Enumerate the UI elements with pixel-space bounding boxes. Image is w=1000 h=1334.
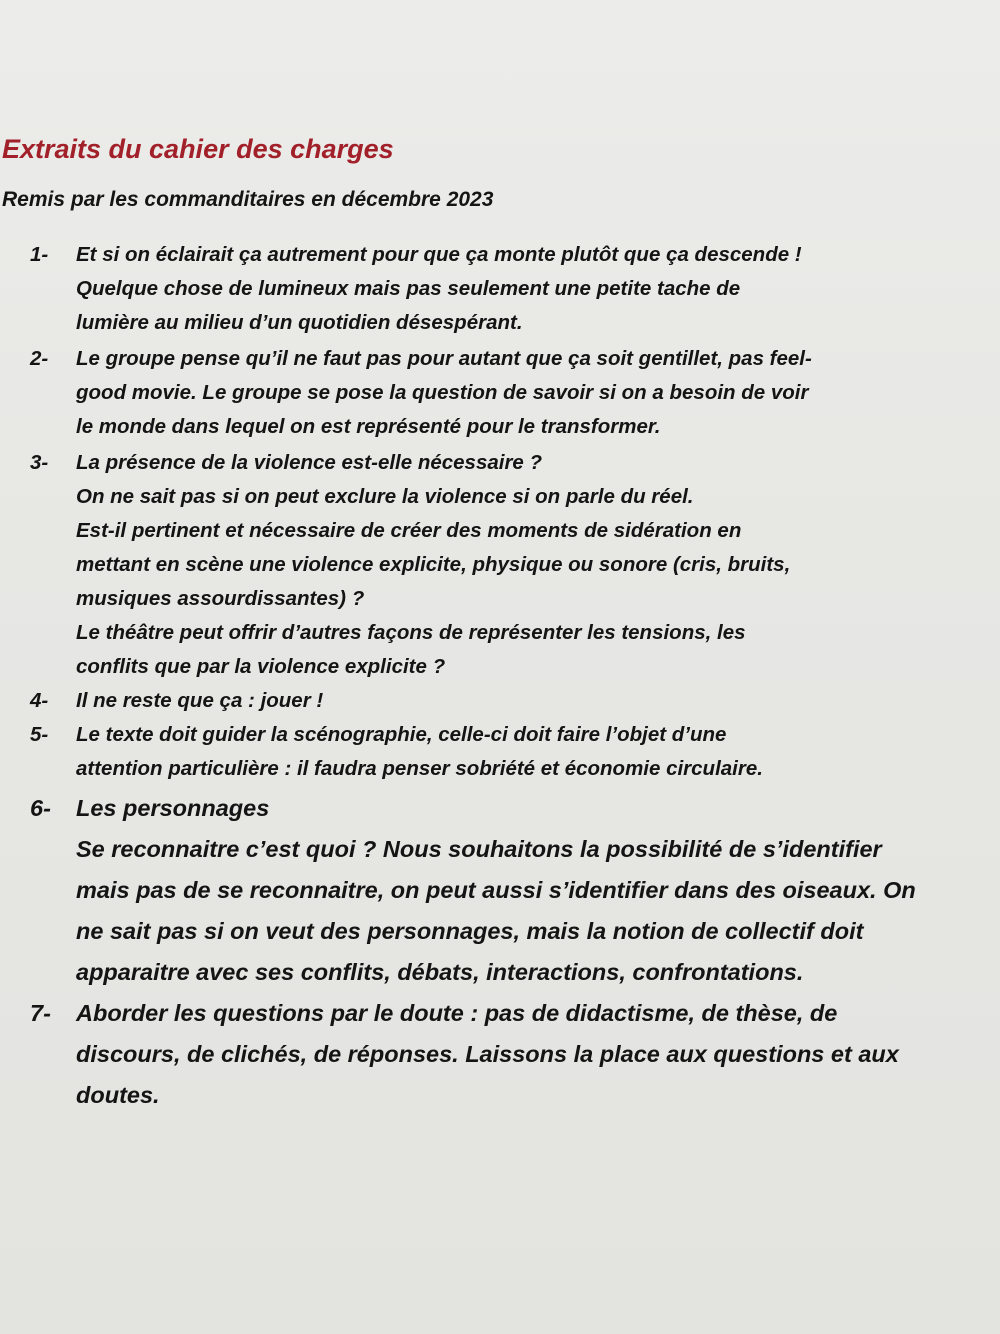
item-number: 1- (30, 243, 49, 266)
list-item (30, 446, 998, 684)
list-item (30, 788, 998, 993)
item-line: Le théâtre peut offrir d’autres façons de représenter les tensions, les (76, 621, 746, 644)
document-subtitle: Remis par les commanditaires en décembre 2023 (2, 188, 494, 211)
item-line: Aborder les questions par le doute : pas de didactisme, de thèse, de (76, 1000, 838, 1026)
item-line: good movie. Le groupe se pose la question de savoir si on a besoin de voir (76, 381, 809, 404)
item-line: Et si on éclairait ça autrement pour que ça monte plutôt que ça descende ! (76, 243, 802, 266)
item-line: Les personnages (76, 795, 270, 821)
item-number: 3- (30, 451, 49, 474)
list-item (30, 684, 998, 718)
item-line: musiques assourdissantes) ? (76, 587, 365, 610)
item-line: ne sait pas si on veut des personnages, mais la notion de collectif doit (76, 918, 864, 944)
item-line: mais pas de se reconnaitre, on peut aussi s’identifier dans des oiseaux. On (76, 877, 916, 903)
item-line: discours, de clichés, de réponses. Laissons la place aux questions et aux (76, 1041, 899, 1067)
item-line: Le texte doit guider la scénographie, celle-ci doit faire l’objet d’une (76, 723, 727, 746)
item-number: 2- (30, 347, 49, 370)
list-item (30, 718, 998, 786)
item-line: Le groupe pense qu’il ne faut pas pour autant que ça soit gentillet, pas feel- (76, 347, 812, 370)
list-item (30, 993, 998, 1116)
list-item (30, 342, 998, 444)
item-line: le monde dans lequel on est représenté pour le transformer. (76, 415, 661, 438)
item-line: Se reconnaitre c’est quoi ? Nous souhaitons la possibilité de s’identifier (76, 836, 882, 862)
item-line: Quelque chose de lumineux mais pas seulement une petite tache de (76, 277, 741, 300)
item-line: lumière au milieu d’un quotidien désespérant. (76, 311, 523, 334)
item-line: mettant en scène une violence explicite, physique ou sonore (cris, bruits, (76, 553, 791, 576)
item-line: Est-il pertinent et nécessaire de créer des moments de sidération en (76, 519, 742, 542)
requirements-list (30, 238, 998, 1116)
item-line: doutes. (76, 1082, 160, 1108)
item-number: 4- (30, 689, 49, 712)
item-number: 5- (30, 723, 49, 746)
item-number: 6- (30, 795, 51, 821)
item-line: attention particulière : il faudra penser sobriété et économie circulaire. (76, 757, 763, 780)
item-line: conflits que par la violence explicite ? (76, 655, 446, 678)
list-item (30, 238, 998, 340)
document-title: Extraits du cahier des charges (2, 134, 394, 164)
document-page (0, 130, 1000, 1130)
item-number: 7- (30, 1000, 51, 1026)
item-line: apparaitre avec ses conflits, débats, interactions, confrontations. (76, 959, 804, 985)
item-line: Il ne reste que ça : jouer ! (76, 689, 324, 712)
item-line: On ne sait pas si on peut exclure la violence si on parle du réel. (76, 485, 694, 508)
item-line: La présence de la violence est-elle nécessaire ? (76, 451, 543, 474)
